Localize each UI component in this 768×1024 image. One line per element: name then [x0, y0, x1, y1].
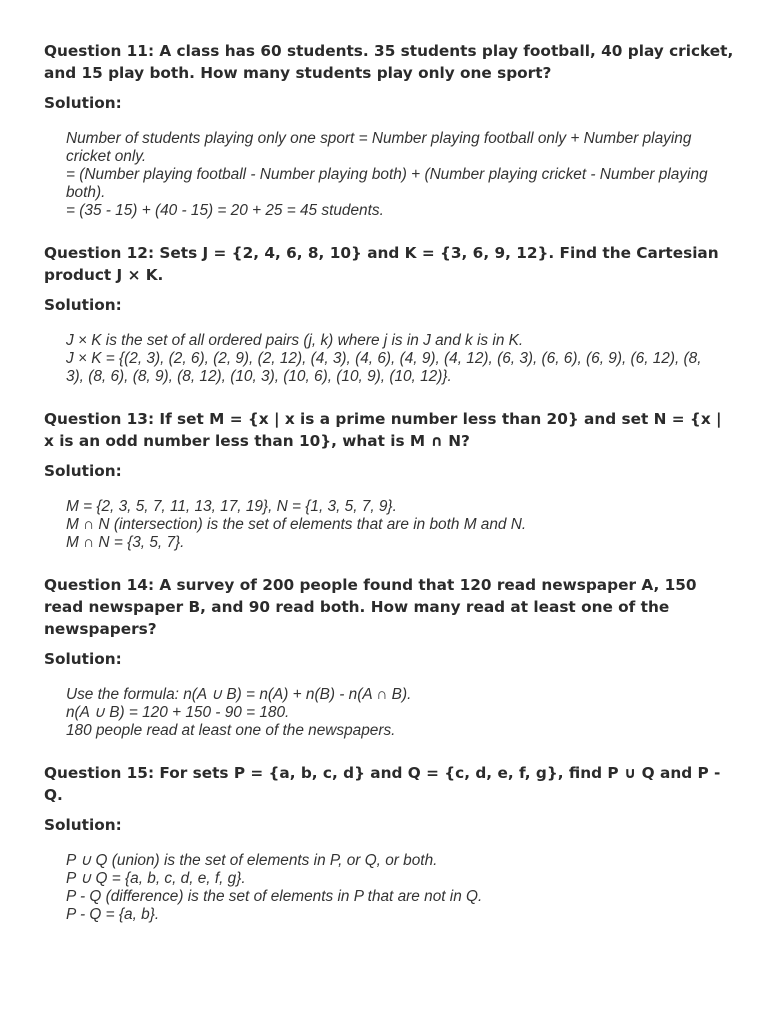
solution-line: P ∪ Q (union) is the set of elements in P, or Q, or both. [66, 852, 438, 869]
solution-line: 180 people read at least one of the newspapers. [66, 722, 396, 739]
question-heading: Question 15: For sets P = {a, b, c, d} and Q = {c, d, e, f, g}, find P ∪ Q and P - Q. [44, 764, 721, 804]
qa-block-12 [44, 242, 734, 386]
solution-line: n(A ∪ B) = 120 + 150 - 90 = 180. [66, 704, 290, 721]
solution-label: Solution: [44, 650, 122, 668]
solution-line: M ∩ N (intersection) is the set of elements that are in both M and N. [66, 516, 527, 533]
solution-label: Solution: [44, 94, 122, 112]
qa-block-13 [44, 408, 734, 552]
document-page [44, 40, 734, 946]
solution-label: Solution: [44, 296, 122, 314]
question-heading: Question 12: Sets J = {2, 4, 6, 8, 10} and K = {3, 6, 9, 12}. Find the Cartesian product J × K. [44, 244, 719, 284]
solution-line: M = {2, 3, 5, 7, 11, 13, 17, 19}, N = {1, 3, 5, 7, 9}. [66, 498, 397, 515]
solution-line: = (35 - 15) + (40 - 15) = 20 + 25 = 45 students. [66, 202, 384, 219]
solution-line: M ∩ N = {3, 5, 7}. [66, 534, 185, 551]
solution-body [66, 130, 716, 220]
solution-line: J × K = {(2, 3), (2, 6), (2, 9), (2, 12), (4, 3), (4, 6), (4, 9), (4, 12), (6, 3), (6, 6), (6, 9), (6, 12), (8, 3), (8, 6), (8, 9), (8, 12), (10, 3), (10, 6), (10, 9), (10, 12)}. [66, 350, 702, 385]
solution-body [66, 852, 716, 924]
qa-block-14 [44, 574, 734, 740]
solution-line: J × K is the set of all ordered pairs (j, k) where j is in J and k is in K. [66, 332, 524, 349]
question-heading: Question 11: A class has 60 students. 35 students play football, 40 play cricket, and 15 play both. How many students play only one sport? [44, 42, 734, 82]
solution-body [66, 686, 716, 740]
solution-body [66, 332, 716, 386]
solution-line: P ∪ Q = {a, b, c, d, e, f, g}. [66, 870, 246, 887]
solution-line: P - Q (difference) is the set of elements in P that are not in Q. [66, 888, 483, 905]
solution-body [66, 498, 716, 552]
qa-block-11 [44, 40, 734, 220]
solution-line: = (Number playing football - Number playing both) + (Number playing cricket - Number playing both). [66, 166, 708, 201]
solution-line: P - Q = {a, b}. [66, 906, 160, 923]
question-heading: Question 13: If set M = {x | x is a prime number less than 20} and set N = {x | x is an odd number less than 10}, what is M ∩ N? [44, 410, 722, 450]
solution-label: Solution: [44, 816, 122, 834]
qa-block-15 [44, 762, 734, 924]
solution-line: Use the formula: n(A ∪ B) = n(A) + n(B) - n(A ∩ B). [66, 686, 412, 703]
question-heading: Question 14: A survey of 200 people found that 120 read newspaper A, 150 read newspaper B, and 90 read both. How many read at least one of the newspapers? [44, 576, 697, 638]
solution-label: Solution: [44, 462, 122, 480]
solution-line: Number of students playing only one sport = Number playing football only + Number playing cricket only. [66, 130, 692, 165]
